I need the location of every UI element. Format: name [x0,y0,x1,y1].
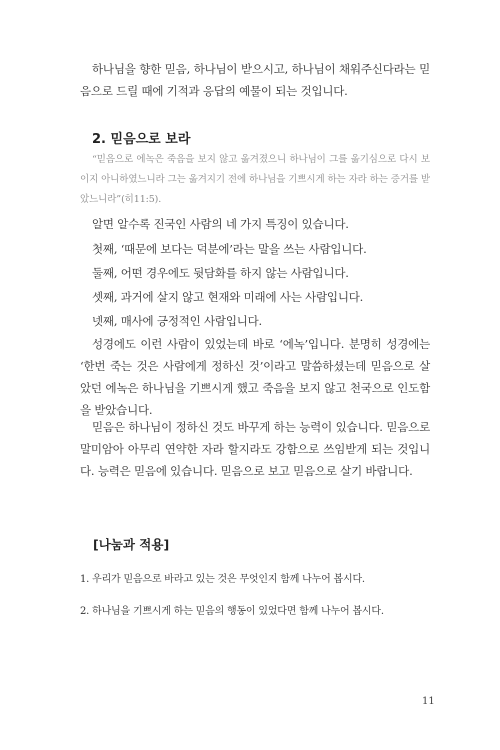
sharing-question-1: 1. 우리가 믿음으로 바라고 있는 것은 무엇인지 함께 나누어 봅시다. [80,574,365,585]
page-number: 11 [422,696,435,707]
enoch-paragraph: 성경에도 이런 사람이 있었는데 바로 ‘에녹’입니다. 분명히 성경에는 ‘한번 죽는 것은 사람에게 정하신 것’이라고 말씀하셨는데 믿음으로 살았던 에녹은 하나님을 기쁘시게 했고 죽음을 보지 않고 천국으로 인도함을 받았습니다. [80,337,430,417]
list-item-third: 셋째, 과거에 살지 않고 현재와 미래에 사는 사람입니다. [92,290,364,304]
section-heading: 2. 믿음으로 보라 [92,132,191,147]
list-item-second: 둘째, 어떤 경우에도 뒷담화를 하지 않는 사람입니다. [92,266,349,280]
list-item-fourth: 넷째, 매사에 긍정적인 사람입니다. [92,314,263,328]
sharing-question-2: 2. 하나님을 기쁘시게 하는 믿음의 행동이 있었다면 함께 나누어 봅시다. [80,606,384,617]
lead-sentence: 알면 알수록 진국인 사람의 네 가지 특징이 있습니다. [92,217,349,231]
faith-paragraph: 믿음은 하나님이 정하신 것도 바꾸게 하는 능력이 있습니다. 믿음으로 말미암아 아무리 연약한 자라 할지라도 강함으로 쓰임받게 되는 것입니다. 능력은 믿음에 있습니다. 믿음으로 보고 믿음으로 살기 바랍니다. [80,420,430,478]
scripture-quote: “믿음으로 에녹은 죽음을 보지 않고 옮겨졌으니 하나님이 그를 옮기심으로 다시 보이지 아니하였느니라 그는 옮겨지기 전에 하나님을 기쁘시게 하는 자라 하는 증거를 받았느니라”(히11:5). [80,154,430,205]
intro-paragraph: 하나님을 향한 믿음, 하나님이 받으시고, 하나님이 채워주신다라는 믿음으로 드릴 때에 기적과 응답의 예물이 되는 것입니다. [80,62,430,98]
sharing-title: [나눔과 적용] [93,537,170,552]
list-item-first: 첫째, ‘때문에 보다는 덕분에’라는 말을 쓰는 사람입니다. [92,242,367,256]
